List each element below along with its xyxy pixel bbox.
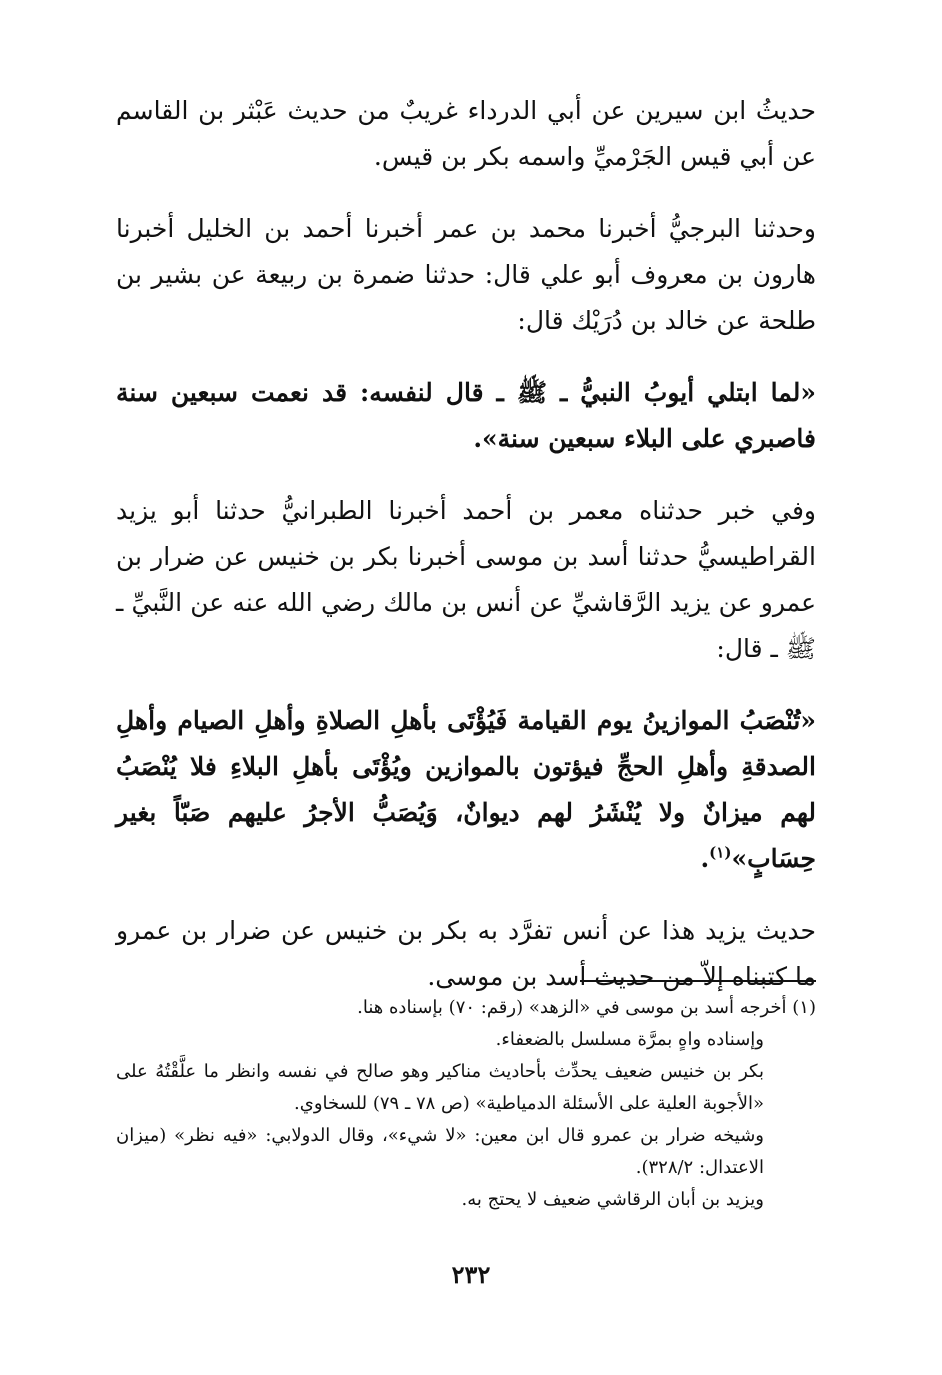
footnote-line-2: وإسناده واهٍ بمرَّة مسلسل بالضعفاء. [495,1029,764,1050]
paragraph-3-quote: «لما ابتلي أيوبُ النبيُّ ـ ﷺ ـ قال لنفسه: قد نعمت سبعين سنة فاصبري على البلاء سبعين سنة». [116,378,816,453]
hadith-text: «تُنْصَبُ الموازينُ يوم القيامة فَيُؤْتَى بأهلِ الصلاةِ وأهلِ الصيام وأهلِ الصدقةِ وأهلِ الحجِّ فيؤتون بالموازين ويُؤْتَى بأهلِ البلاءِ فلا يُنْصَبُ لهم ميزانٌ ولا يُنْشَرُ لهم ديوانٌ، وَيُصَبُّ الأجرُ عليهم صَبّاً بغير حِسَابٍ» [116,706,816,873]
footnote-1: (١) أخرجه أسد بن موسى في «الزهد» (رقم: ٧٠) بإسناده هنا. [357,997,816,1018]
footnote-line-4: وشيخه ضرار بن عمرو قال ابن معين: «لا شيء»، وقال الدولابي: «فيه نظر» (ميزان الاعتدال: ٣٢٨/٢). [116,1125,764,1178]
paragraph-6: حديث يزيد هذا عن أنس تفرَّد به بكر بن خنيس عن ضرار بن عمرو ما كتبناه إلاّ من حديث أسد بن موسى. [116,916,816,991]
footnote-line-5: ويزيد بن أبان الرقاشي ضعيف لا يحتج به. [461,1189,764,1210]
main-text [116,88,816,1026]
page-number: ٢٣٢ [451,1260,491,1289]
hadith-tail: . [700,844,710,873]
paragraph-5-hadith [116,698,816,882]
footnotes [116,992,816,1216]
footnote-separator [580,980,816,982]
paragraph-2-isnad: وحدثنا البرجيُّ أخبرنا محمد بن عمر أخبرنا أحمد بن الخليل أخبرنا هارون بن معروف أبو علي قال: حدثنا ضمرة بن ربيعة عن بشير بن طلحة عن خالد بن دُرَيْك قال: [116,214,816,335]
paragraph-4-isnad: وفي خبر حدثناه معمر بن أحمد أخبرنا الطبرانيُّ حدثنا أبو يزيد القراطيسيُّ حدثنا أسد بن موسى أخبرنا بكر بن خنيس عن ضرار بن عمرو عن يزيد الرَّقاشيِّ عن أنس بن مالك رضي الله عنه عن النَّبيِّ ـ ﷺ ـ قال: [116,496,816,663]
footnote-marker: (١) [709,843,732,862]
footnote-line-3: بكر بن خنيس ضعيف يحدِّث بأحاديث مناكير وهو صالح في نفسه وانظر ما علَّقْتُهُ على «الأجوبة العلية على الأسئلة الدمياطية» (ص ٧٨ ـ ٧٩) للسخاوي. [116,1061,764,1114]
paragraph-1: حديثُ ابن سيرين عن أبي الدرداء غريبٌ من حديث عَبْثر بن القاسم عن أبي قيس الجَرْميِّ واسمه بكر بن قيس. [116,96,816,171]
